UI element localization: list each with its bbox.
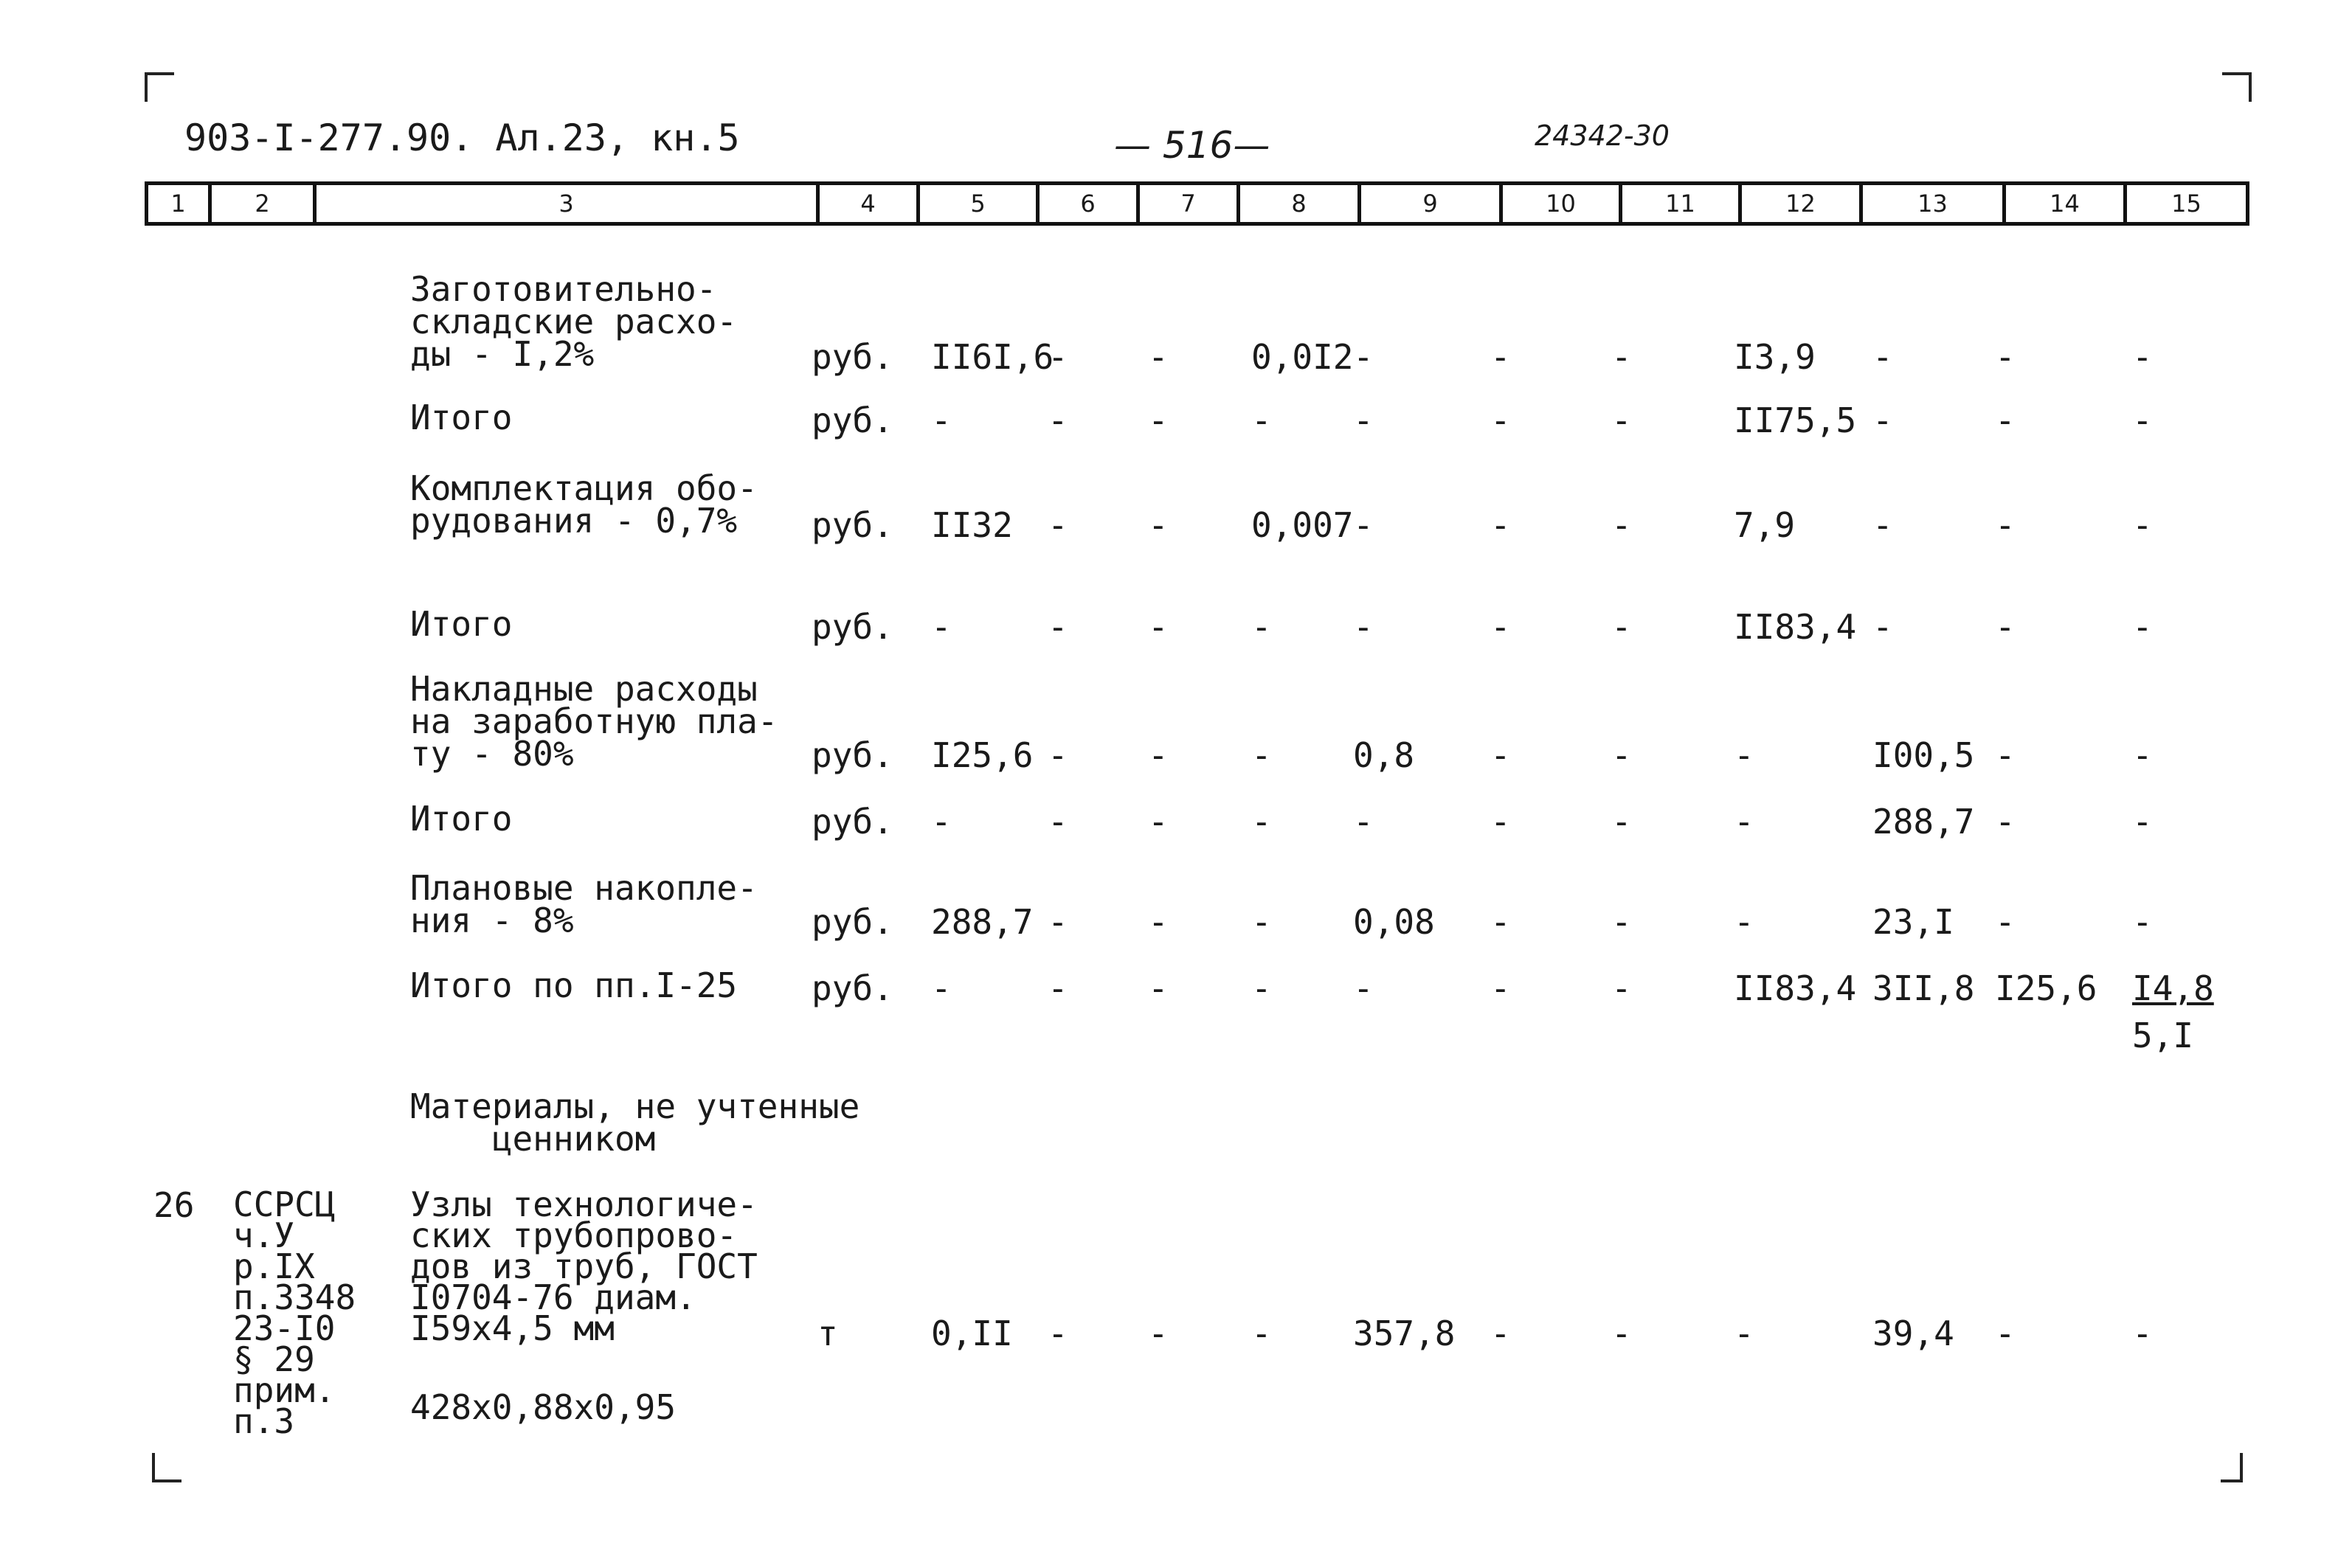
cell-c11: -: [1611, 968, 1632, 1008]
cell-c15: I4,8: [2132, 968, 2214, 1008]
cell-c13: -: [1872, 505, 1893, 545]
cell-c11: -: [1611, 802, 1632, 842]
cell-unit: руб.: [812, 968, 893, 1008]
cell-c8: -: [1251, 607, 1272, 647]
cell-c9: -: [1353, 400, 1374, 440]
cell-c5: -: [931, 607, 952, 647]
row-name: Плановые накопле- ния - 8%: [410, 868, 758, 940]
cell-c15: -: [2132, 902, 2153, 942]
cell-c8: 0,0I2: [1251, 337, 1354, 377]
row-name: Комплектация обо- рудования - 0,7%: [410, 468, 758, 541]
cell-unit: руб.: [812, 902, 893, 942]
column-header-9: 9: [1357, 181, 1503, 226]
column-header-13: 13: [1859, 181, 2006, 226]
cell-c11: -: [1611, 505, 1632, 545]
cell-c8: 0,007: [1251, 505, 1354, 545]
column-header-12: 12: [1738, 181, 1863, 226]
cell-unit: руб.: [812, 400, 893, 440]
item26-cell-c8: -: [1251, 1314, 1272, 1353]
cell-c8: -: [1251, 802, 1272, 842]
item26-cell-c7: -: [1148, 1314, 1169, 1353]
cell-c5: -: [931, 802, 952, 842]
cell-c10: -: [1490, 902, 1511, 942]
cell-c14: -: [1995, 802, 2016, 842]
cell-c12: -: [1734, 902, 1754, 942]
item26-cell-c13: 39,4: [1872, 1314, 1954, 1353]
item-code-line: ч.У: [233, 1215, 295, 1255]
cell-c10: -: [1490, 735, 1511, 775]
cell-c10: -: [1490, 607, 1511, 647]
column-header-1: 1: [145, 181, 212, 226]
column-header-10: 10: [1499, 181, 1622, 226]
item26-cell-c10: -: [1490, 1314, 1511, 1353]
cell-c5: II32: [931, 505, 1013, 545]
cell-c14: -: [1995, 505, 2016, 545]
section-title: Материалы, не учтенные ценником: [410, 1086, 860, 1159]
item-code-line: 23-I0: [233, 1308, 336, 1348]
cell-c15: -: [2132, 802, 2153, 842]
document-reference: 903-I-277.90. Ал.23, кн.5: [184, 117, 740, 159]
cell-c15: -: [2132, 337, 2153, 377]
cell-c10: -: [1490, 968, 1511, 1008]
item-code: [233, 1184, 356, 1441]
cell-c15-second: 5,I: [2132, 1016, 2194, 1055]
cell-c10: -: [1490, 505, 1511, 545]
column-header-4: 4: [816, 181, 920, 226]
cell-c10: -: [1490, 337, 1511, 377]
item-name-line: ских трубопрово-: [410, 1215, 738, 1255]
column-header-5: 5: [916, 181, 1040, 226]
cell-c8: -: [1251, 735, 1272, 775]
cell-c13: 3II,8: [1872, 968, 1975, 1008]
item26-cell-c6: -: [1048, 1314, 1068, 1353]
column-header-14: 14: [2002, 181, 2127, 226]
item-code-line: р.IX: [233, 1246, 315, 1286]
item-code-line: п.3348: [233, 1277, 356, 1317]
cell-c5: 288,7: [931, 902, 1034, 942]
cell-c9: -: [1353, 607, 1374, 647]
cell-c12: -: [1734, 802, 1754, 842]
column-header-6: 6: [1036, 181, 1140, 226]
item26-cell-c11: -: [1611, 1314, 1632, 1353]
item-name-line: I0704-76 диам.: [410, 1277, 696, 1317]
corner-mark-top-left: [145, 72, 174, 102]
cell-unit: руб.: [812, 505, 893, 545]
item-formula: 428х0,88х0,95: [410, 1387, 677, 1427]
row-name: Итого: [410, 799, 513, 839]
item26-cell-c5: 0,II: [931, 1314, 1013, 1353]
column-header-3: 3: [313, 181, 820, 226]
column-header-2: 2: [208, 181, 317, 226]
cell-c7: -: [1148, 337, 1169, 377]
cell-c14: -: [1995, 902, 2016, 942]
cell-c11: -: [1611, 902, 1632, 942]
cell-c12: -: [1734, 735, 1754, 775]
cell-c7: -: [1148, 802, 1169, 842]
item-code-line: § 29: [233, 1339, 315, 1379]
column-header-15: 15: [2123, 181, 2249, 226]
cell-c9: 0,8: [1353, 735, 1415, 775]
cell-c10: -: [1490, 802, 1511, 842]
cell-c13: 288,7: [1872, 802, 1975, 842]
cell-c6: -: [1048, 968, 1068, 1008]
cell-c12: I3,9: [1734, 337, 1816, 377]
cell-c7: -: [1148, 735, 1169, 775]
cell-c14: -: [1995, 607, 2016, 647]
cell-c8: -: [1251, 400, 1272, 440]
cell-c13: 23,I: [1872, 902, 1954, 942]
cell-c13: -: [1872, 337, 1893, 377]
cell-c14: -: [1995, 337, 2016, 377]
cell-c15: -: [2132, 400, 2153, 440]
item26-cell-unit: т: [817, 1314, 838, 1353]
cell-c11: -: [1611, 607, 1632, 647]
corner-mark-bottom-right: [2221, 1453, 2243, 1482]
item-number: 26: [153, 1185, 195, 1225]
cell-c14: -: [1995, 735, 2016, 775]
row-name: Накладные расходы на заработную пла- ту - 80%: [410, 669, 778, 774]
cell-c9: -: [1353, 337, 1374, 377]
cell-unit: руб.: [812, 735, 893, 775]
cell-c8: -: [1251, 968, 1272, 1008]
corner-mark-bottom-left: [152, 1453, 181, 1482]
cell-c6: -: [1048, 802, 1068, 842]
cell-c9: -: [1353, 505, 1374, 545]
cell-c5: -: [931, 400, 952, 440]
cell-c15: -: [2132, 505, 2153, 545]
cell-unit: руб.: [812, 802, 893, 842]
cell-c7: -: [1148, 505, 1169, 545]
column-header-11: 11: [1619, 181, 1742, 226]
cell-c11: -: [1611, 400, 1632, 440]
cell-c9: -: [1353, 802, 1374, 842]
cell-unit: руб.: [812, 607, 893, 647]
column-header-7: 7: [1136, 181, 1240, 226]
document-number: 24342-30: [1535, 119, 1670, 152]
row-name: Заготовительно- складские расхо- ды - I,2%: [410, 269, 738, 374]
row-name: Итого: [410, 398, 513, 437]
cell-c11: -: [1611, 337, 1632, 377]
item-code-line: ССРСЦ: [233, 1184, 336, 1224]
cell-c7: -: [1148, 968, 1169, 1008]
corner-mark-top-right: [2222, 72, 2252, 102]
cell-c14: -: [1995, 400, 2016, 440]
item-code-line: п.3: [233, 1401, 295, 1441]
cell-c12: II75,5: [1734, 400, 1857, 440]
item-code-line: прим.: [233, 1370, 336, 1410]
item26-cell-c15: -: [2132, 1314, 2153, 1353]
column-header-8: 8: [1236, 181, 1361, 226]
cell-c15: -: [2132, 607, 2153, 647]
page-number-value: 516: [1162, 124, 1234, 167]
item26-cell-c14: -: [1995, 1314, 2016, 1353]
cell-c13: -: [1872, 607, 1893, 647]
cell-c15: -: [2132, 735, 2153, 775]
row-name: Итого: [410, 604, 513, 644]
cell-c9: 0,08: [1353, 902, 1435, 942]
cell-c12: II83,4: [1734, 968, 1857, 1008]
cell-c14: I25,6: [1995, 968, 2097, 1008]
cell-c5: -: [931, 968, 952, 1008]
item-name-line: дов из труб, ГОСТ: [410, 1246, 758, 1286]
cell-unit: руб.: [812, 337, 893, 377]
item26-cell-c12: -: [1734, 1314, 1754, 1353]
cell-c6: -: [1048, 337, 1068, 377]
cell-c13: I00,5: [1872, 735, 1975, 775]
cell-c6: -: [1048, 902, 1068, 942]
row-name: Итого по пп.I-25: [410, 965, 738, 1005]
cell-c5: I25,6: [931, 735, 1034, 775]
cell-c6: -: [1048, 607, 1068, 647]
cell-c13: -: [1872, 400, 1893, 440]
cell-c11: -: [1611, 735, 1632, 775]
cell-c7: -: [1148, 400, 1169, 440]
cell-c12: II83,4: [1734, 607, 1857, 647]
cell-c10: -: [1490, 400, 1511, 440]
cell-c6: -: [1048, 400, 1068, 440]
item-name-line: I59х4,5 мм: [410, 1308, 615, 1348]
cell-c5: II6I,6: [931, 337, 1054, 377]
cell-c9: -: [1353, 968, 1374, 1008]
page-number: — 516—: [1114, 124, 1270, 167]
cell-c6: -: [1048, 505, 1068, 545]
item26-cell-c9: 357,8: [1353, 1314, 1456, 1353]
cell-c8: -: [1251, 902, 1272, 942]
cell-c7: -: [1148, 607, 1169, 647]
item-name: [410, 1184, 758, 1348]
cell-c12: 7,9: [1734, 505, 1796, 545]
item-name-line: Узлы технологиче-: [410, 1184, 758, 1224]
cell-c7: -: [1148, 902, 1169, 942]
cell-c6: -: [1048, 735, 1068, 775]
